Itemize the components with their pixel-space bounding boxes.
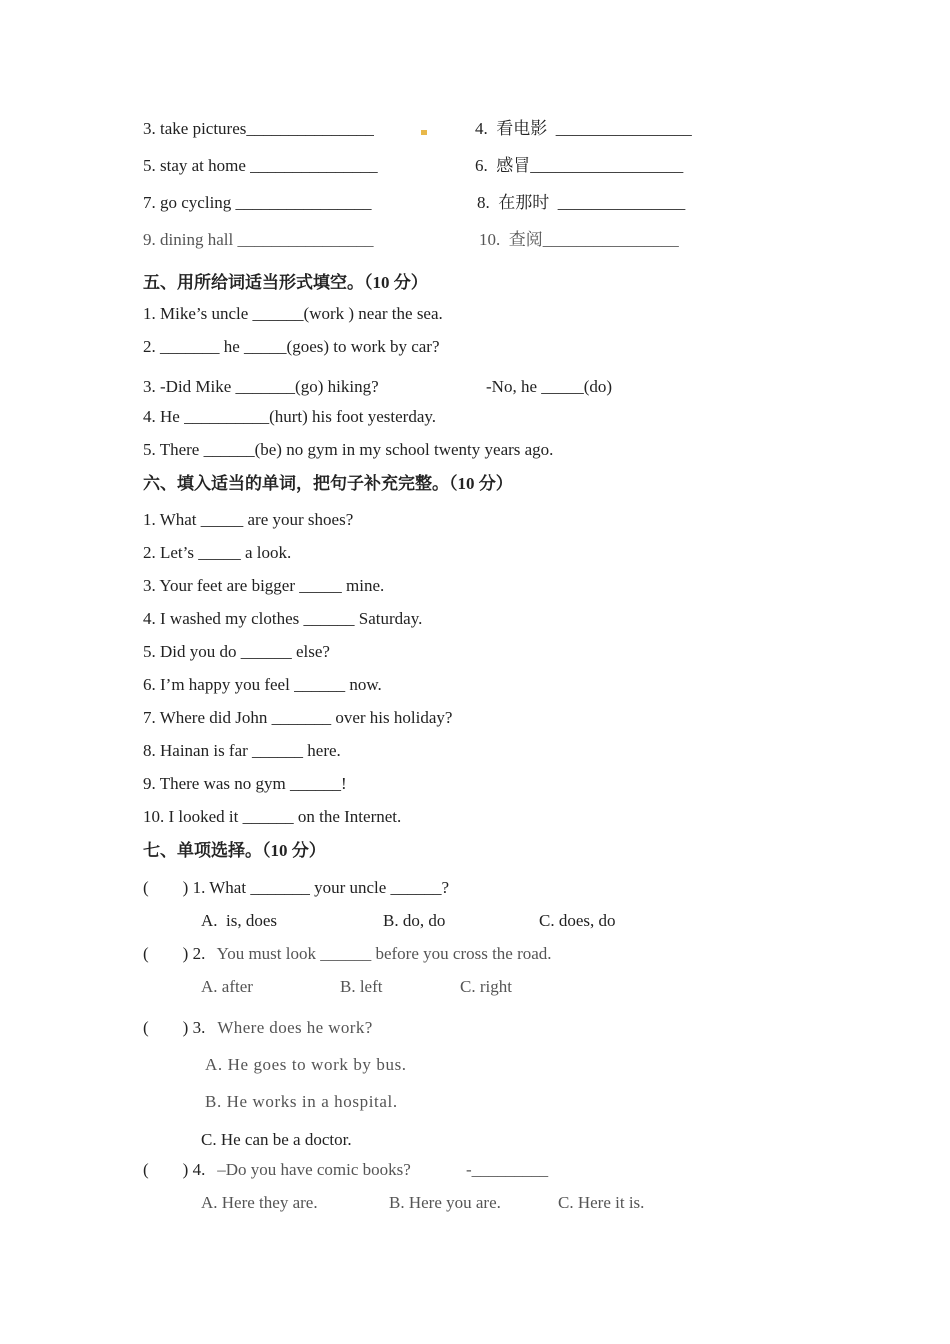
section-6-heading: 六、填入适当的单词，把句子补充完整。（10 分） xyxy=(143,474,513,493)
question-4-option-b: B. Here you are. xyxy=(389,1193,501,1212)
question-3-number: ( ) 3. xyxy=(143,1018,206,1037)
section-6-item-3: 3. Your feet are bigger _____ mine. xyxy=(143,576,385,595)
question-1-option-c: C. does, do xyxy=(539,911,616,930)
question-3-option-b: B. He works in a hospital. xyxy=(205,1092,398,1111)
vocab-item-6: 6. 感冒__________________ xyxy=(475,156,684,175)
vocab-item-10: 10. 查阅________________ xyxy=(479,230,679,249)
vocab-item-8: 8. 在那时 _______________ xyxy=(477,193,686,212)
section-6-item-9: 9. There was no gym ______! xyxy=(143,774,347,793)
section-6-item-4: 4. I washed my clothes ______ Saturday. xyxy=(143,609,423,628)
question-3-stem: Where does he work? xyxy=(213,1018,373,1037)
section-5-item-3-answer: -No, he _____(do) xyxy=(486,377,613,396)
vocab-item-5: 5. stay at home _______________ xyxy=(143,156,378,175)
vocab-item-7: 7. go cycling ________________ xyxy=(143,193,372,212)
question-4-number: ( ) 4. xyxy=(143,1160,206,1179)
question-2-option-c: C. right xyxy=(460,977,512,996)
section-5-item-2: 2. _______ he _____(goes) to work by car? xyxy=(143,337,440,356)
question-1-option-b: B. do, do xyxy=(383,911,446,930)
vocab-item-3: 3. take pictures_______________ xyxy=(143,119,374,138)
section-6-item-10: 10. I looked it ______ on the Internet. xyxy=(143,807,402,826)
section-6-item-7: 7. Where did John _______ over his holiday? xyxy=(143,708,453,727)
question-4-stem: –Do you have comic books? xyxy=(213,1160,411,1179)
vocab-item-9: 9. dining hall ________________ xyxy=(143,230,374,249)
section-6-item-5: 5. Did you do ______ else? xyxy=(143,642,330,661)
question-2-number: ( ) 2. xyxy=(143,944,206,963)
section-5-item-4: 4. He __________(hurt) his foot yesterday. xyxy=(143,407,437,426)
section-5-heading: 五、用所给词适当形式填空。（10 分） xyxy=(143,273,428,292)
question-2-stem: You must look ______ before you cross the road. xyxy=(213,944,552,963)
question-3-option-a: A. He goes to work by bus. xyxy=(205,1055,407,1074)
question-3-option-c: C. He can be a doctor. xyxy=(201,1130,352,1149)
section-5-item-1: 1. Mike’s uncle ______(work ) near the sea. xyxy=(143,304,443,323)
section-6-item-2: 2. Let’s _____ a look. xyxy=(143,543,292,562)
section-5-item-3: 3. -Did Mike _______(go) hiking? xyxy=(143,377,379,396)
section-7-heading: 七、单项选择。（10 分） xyxy=(143,841,326,860)
question-2-option-b: B. left xyxy=(340,977,383,996)
question-2-option-a: A. after xyxy=(201,977,253,996)
question-4-option-a: A. Here they are. xyxy=(201,1193,318,1212)
vocab-item-4: 4. 看电影 ________________ xyxy=(475,119,692,138)
section-6-item-1: 1. What _____ are your shoes? xyxy=(143,510,354,529)
marker-dot xyxy=(421,130,427,135)
section-5-item-5: 5. There ______(be) no gym in my school twenty years ago. xyxy=(143,440,554,459)
question-4-option-c: C. Here it is. xyxy=(558,1193,645,1212)
question-4-answer-line: -_________ xyxy=(466,1160,549,1179)
question-1-stem: ( ) 1. What _______ your uncle ______? xyxy=(143,878,450,897)
section-6-item-8: 8. Hainan is far ______ here. xyxy=(143,741,341,760)
question-1-option-a: A. is, does xyxy=(201,911,278,930)
section-6-item-6: 6. I’m happy you feel ______ now. xyxy=(143,675,382,694)
